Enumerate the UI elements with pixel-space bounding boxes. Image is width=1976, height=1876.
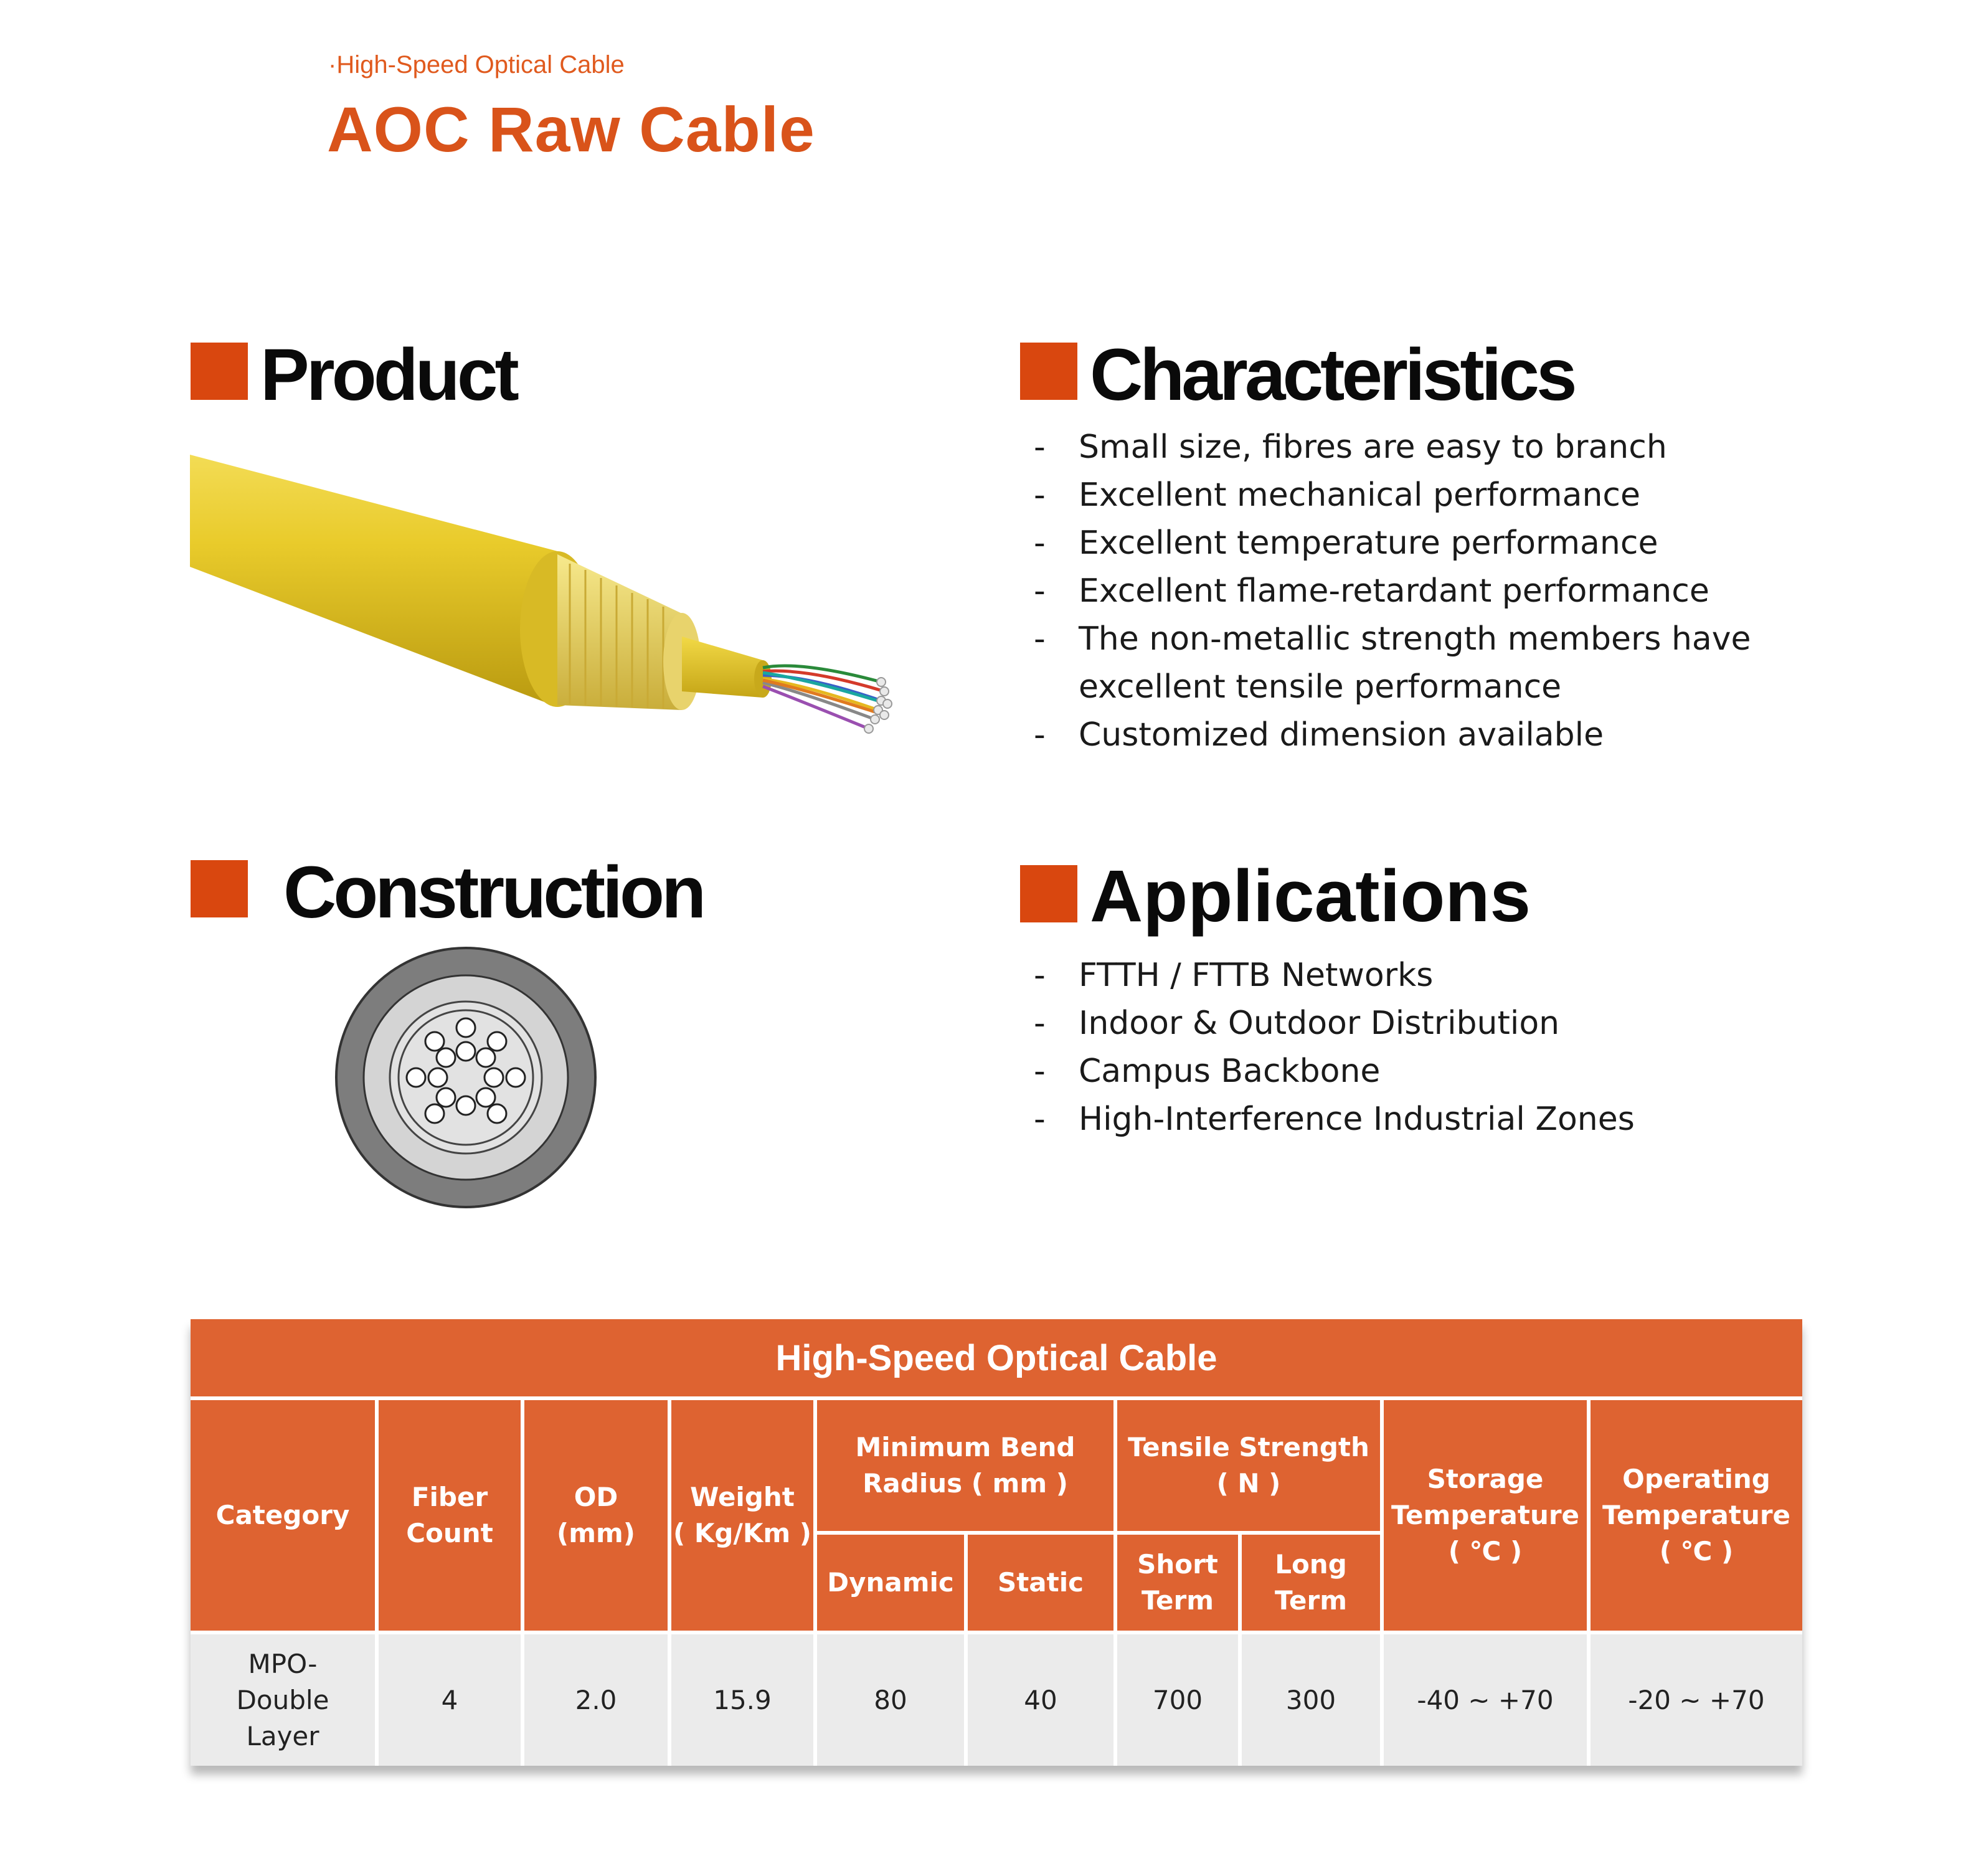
header-storage-temp: Storage Temperature ( ℃ ) <box>1384 1400 1587 1631</box>
cell-od: 2.0 <box>524 1634 668 1766</box>
cable-cross-section-diagram <box>304 928 628 1227</box>
characteristics-list <box>1034 424 1794 759</box>
list-item: - FTTH / FTTB Networks <box>1034 957 1434 994</box>
section-marker <box>191 343 248 400</box>
list-item: - Excellent flame-retardant performance <box>1034 572 1709 610</box>
page-subtitle: ·High-Speed Optical Cable <box>328 51 625 78</box>
page-title: AOC Raw Cable <box>327 94 815 165</box>
header-od: OD (mm) <box>524 1400 668 1631</box>
header-category: Category <box>191 1400 375 1631</box>
construction-heading: Construction <box>283 851 704 934</box>
cell-weight: 15.9 <box>671 1634 813 1766</box>
cell-static: 40 <box>968 1634 1113 1766</box>
section-marker <box>191 860 248 917</box>
characteristics-heading: Characteristics <box>1090 334 1574 416</box>
section-marker <box>1020 865 1077 922</box>
cell-fiber-count: 4 <box>379 1634 521 1766</box>
cell-storage-temp: -40 ~ +70 <box>1384 1634 1587 1766</box>
list-item: - Campus Backbone <box>1034 1053 1381 1090</box>
header-static: Static <box>968 1535 1113 1631</box>
list-item: - Indoor & Outdoor Distribution <box>1034 1005 1560 1042</box>
cell-category: MPO- Double Layer <box>191 1634 375 1766</box>
list-item: - Excellent temperature performance <box>1034 524 1658 562</box>
list-item: - The non-metallic strength members have excellent tensile performance <box>1034 620 1751 706</box>
cell-operating-temp: -20 ~ +70 <box>1591 1634 1802 1766</box>
header-short-term: Short Term <box>1117 1535 1238 1631</box>
header-min-bend-radius: Minimum Bend Radius ( mm ) <box>817 1400 1113 1531</box>
applications-list <box>1034 952 1794 1144</box>
cell-short-term: 700 <box>1117 1634 1238 1766</box>
product-heading: Product <box>260 334 516 416</box>
header-weight: Weight ( Kg/Km ) <box>671 1400 813 1631</box>
header-operating-temp: Operating Temperature ( ℃ ) <box>1591 1400 1802 1631</box>
table-title: High-Speed Optical Cable <box>191 1319 1802 1396</box>
list-item: - Small size, fibres are easy to branch <box>1034 429 1667 466</box>
cell-long-term: 300 <box>1242 1634 1380 1766</box>
header-tensile-strength: Tensile Strength ( N ) <box>1117 1400 1380 1531</box>
header-long-term: Long Term <box>1242 1535 1380 1631</box>
cell-dynamic: 80 <box>817 1634 964 1766</box>
list-item: - Customized dimension available <box>1034 716 1604 754</box>
header-dynamic: Dynamic <box>817 1535 964 1631</box>
cable-product-image <box>190 436 912 785</box>
section-marker <box>1020 343 1077 400</box>
list-item: - High-Interference Industrial Zones <box>1034 1101 1635 1138</box>
applications-heading: Applications <box>1090 855 1531 937</box>
spec-table <box>191 1319 1802 1766</box>
header-fiber-count: Fiber Count <box>379 1400 521 1631</box>
list-item: - Excellent mechanical performance <box>1034 476 1640 514</box>
